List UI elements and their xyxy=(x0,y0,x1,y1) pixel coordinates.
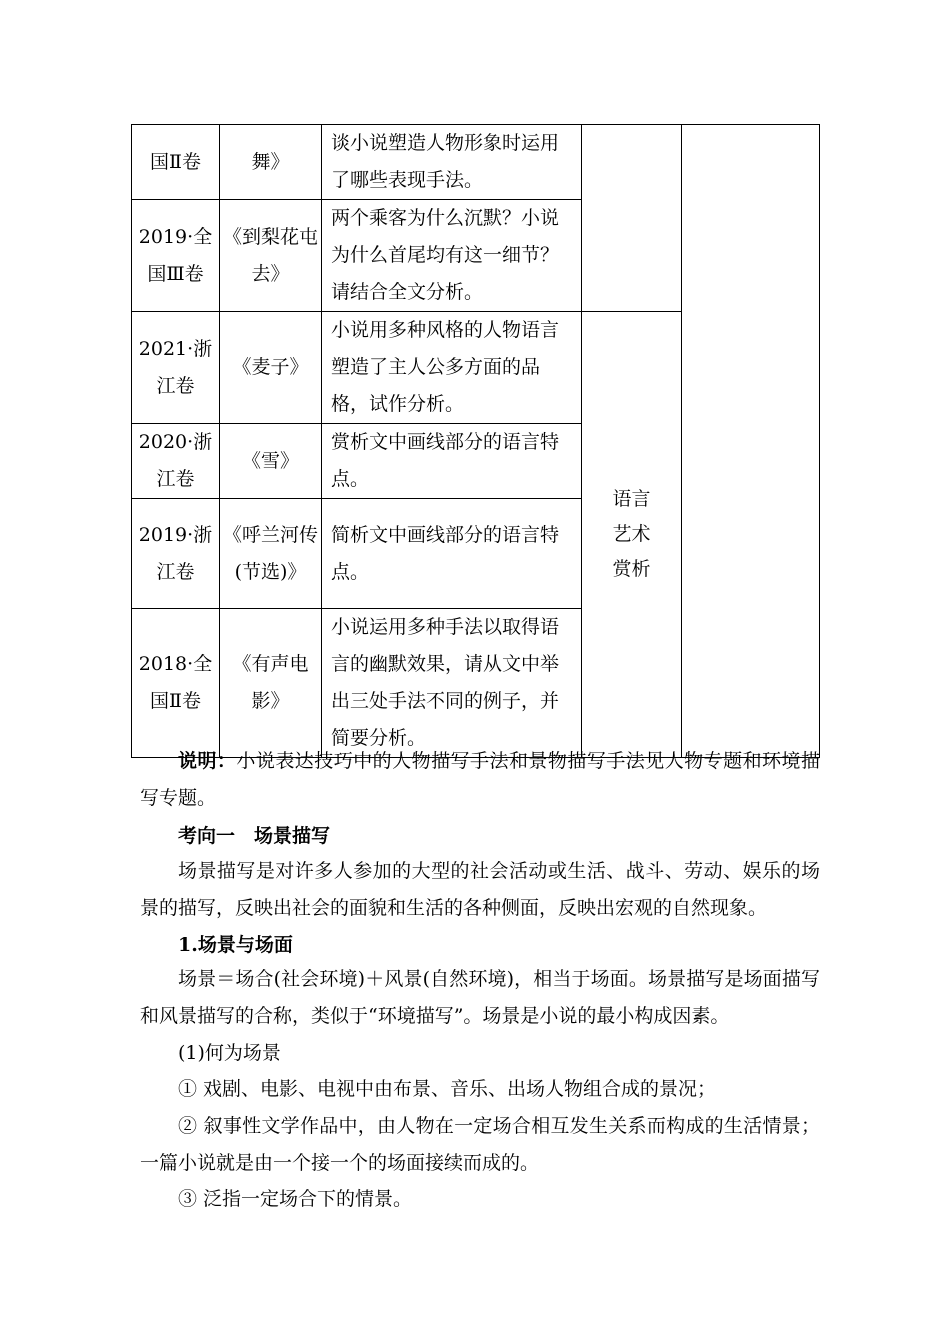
definition-paragraph: 场景＝场合(社会环境)＋风景(自然环境)，相当于场面。场景描写是场面描写和风景描写的合称，类似于“环境描写”。场景是小说的最小构成因素。 xyxy=(140,968,820,1027)
source-cell: 2020·浙江卷 xyxy=(132,424,220,499)
title-cell: 《麦子》 xyxy=(220,312,322,424)
exam-table xyxy=(131,124,820,758)
extra-cell-empty xyxy=(682,125,820,758)
source-cell: 国Ⅱ卷 xyxy=(132,125,220,200)
type-label: 语言艺术赏析 xyxy=(612,487,651,580)
type-cell xyxy=(582,312,682,758)
intro-paragraph: 场景描写是对许多人参加的大型的社会活动或生活、战斗、劳动、娱乐的场景的描写，反映出社会的面貌和生活的各种侧面，反映出宏观的自然现象。 xyxy=(140,860,820,919)
list-item: ③ 泛指一定场合下的情景。 xyxy=(178,1188,413,1210)
title-cell: 《呼兰河传(节选)》 xyxy=(220,499,322,609)
source-cell: 2019·浙江卷 xyxy=(132,499,220,609)
sub-heading-1: (1)何为场景 xyxy=(178,1042,281,1064)
table-row xyxy=(132,125,820,200)
list-item: ① 戏剧、电影、电视中由布景、音乐、出场人物组合成的景况； xyxy=(178,1078,717,1100)
question-cell: 小说运用多种手法以取得语言的幽默效果，请从文中举出三处手法不同的例子，并简要分析。 xyxy=(322,609,582,758)
source-cell: 2019·全国Ⅲ卷 xyxy=(132,200,220,312)
source-cell: 2021·浙江卷 xyxy=(132,312,220,424)
title-cell: 《雪》 xyxy=(220,424,322,499)
question-cell: 小说用多种风格的人物语言塑造了主人公多方面的品格，试作分析。 xyxy=(322,312,582,424)
question-cell: 赏析文中画线部分的语言特点。 xyxy=(322,424,582,499)
question-cell: 简析文中画线部分的语言特点。 xyxy=(322,499,582,609)
title-cell: 舞》 xyxy=(220,125,322,200)
title-cell: 《有声电影》 xyxy=(220,609,322,758)
question-cell: 谈小说塑造人物形象时运用了哪些表现手法。 xyxy=(322,125,582,200)
note-paragraph xyxy=(140,743,820,817)
note-label: 说明： xyxy=(178,750,237,772)
question-cell: 两个乘客为什么沉默？小说为什么首尾均有这一细节？请结合全文分析。 xyxy=(322,200,582,312)
note-text: 小说表达技巧中的人物描写手法和景物描写手法见人物专题和环境描写专题。 xyxy=(140,750,820,809)
section-heading: 考向一 场景描写 xyxy=(178,825,331,847)
list-item: ② 叙事性文学作品中，由人物在一定场合相互发生关系而构成的生活情景；一篇小说就是由一个接一个的场面接续而成的。 xyxy=(140,1115,820,1174)
type-cell-empty xyxy=(582,125,682,312)
title-cell: 《到梨花屯去》 xyxy=(220,200,322,312)
subheading: 1.场景与场面 xyxy=(178,934,293,956)
source-cell: 2018·全国Ⅱ卷 xyxy=(132,609,220,758)
